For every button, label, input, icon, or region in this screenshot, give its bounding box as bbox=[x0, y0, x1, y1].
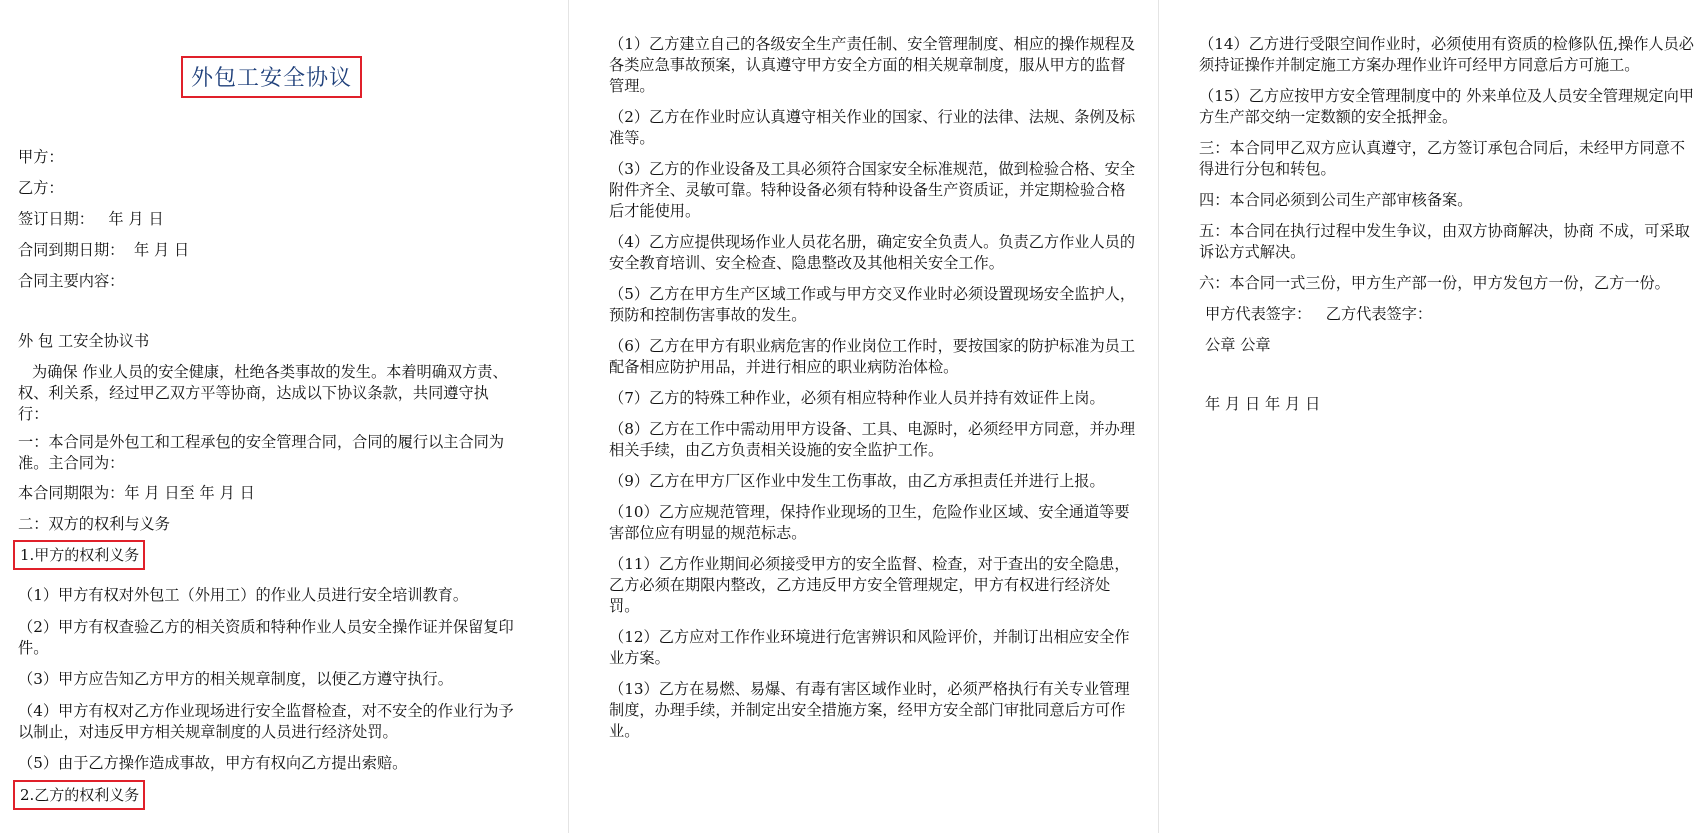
section-b-item-12: （12）乙方应对工作作业环境进行危害辨识和风险评价，并制订出相应安全作业方案。 bbox=[609, 628, 1130, 667]
date-line: 年 月 日 年 月 日 bbox=[1205, 395, 1321, 413]
section-b-item-7: （7）乙方的特殊工种作业，必须有相应特种作业人员并持有效证件上岗。 bbox=[609, 389, 1105, 407]
clause-2: 二：双方的权利与义务 bbox=[18, 515, 170, 533]
section-a-item-5: （5）由于乙方操作造成事故，甲方有权向乙方提出索赔。 bbox=[18, 754, 408, 772]
page-column-1 bbox=[0, 0, 568, 833]
section-b-item-2: （2）乙方在作业时应认真遵守相关作业的国家、行业的法律、法规、条例及标准等。 bbox=[609, 108, 1136, 147]
section-a-item-3: （3）甲方应告知乙方甲方的相关规章制度，以便乙方遵守执行。 bbox=[18, 670, 453, 688]
main-content-field: 合同主要内容： bbox=[18, 272, 125, 290]
section-b-item-6: （6）乙方在甲方有职业病危害的作业岗位工作时，要按国家的防护标准为员工配备相应防护用品，并进行相应的职业病防治体检。 bbox=[609, 337, 1136, 376]
section-b-item-9: （9）乙方在甲方厂区作业中发生工伤事故，由乙方承担责任并进行上报。 bbox=[609, 472, 1105, 490]
party-b-field: 乙方： bbox=[18, 179, 64, 197]
title-wrap bbox=[181, 56, 362, 98]
section-b-item-5: （5）乙方在甲方生产区域工作或与甲方交叉作业时必须设置现场安全监护人，预防和控制伤害事故的发生。 bbox=[609, 285, 1136, 324]
intro-paragraph: 为确保 作业人员的安全健康，杜绝各类事故的发生。本着明确双方责、权、利关系，经过甲乙双方平等协商，达成以下协议条款，共同遵守执行： bbox=[18, 363, 508, 423]
section-b-item-14: （14）乙方进行受限空间作业时，必须使用有资质的检修队伍,操作人员必须持证操作并制定施工方案办理作业许可经甲方同意后方可施工。 bbox=[1199, 35, 1694, 74]
clause-3: 三：本合同甲乙双方应认真遵守，乙方签订承包合同后，未经甲方同意不得进行分包和转包。 bbox=[1199, 139, 1685, 178]
section-b-heading: 2.乙方的权利义务 bbox=[13, 780, 145, 810]
section-b-item-11: （11）乙方作业期间必须接受甲方的安全监督、检查，对于查出的安全隐患，乙方必须在期限内整改，乙方违反甲方安全管理规定，甲方有权进行经济处罚。 bbox=[609, 555, 1130, 615]
expiry-date-field: 合同到期日期： 年 月 日 bbox=[18, 241, 190, 259]
section-b-item-15: （15）乙方应按甲方安全管理制度中的 外来单位及人员安全管理规定向甲方生产部交纳一定数额的安全抵押金。 bbox=[1199, 87, 1694, 126]
document-title: 外包工安全协议 bbox=[181, 56, 362, 98]
section-a-heading-box bbox=[13, 540, 145, 570]
section-b-item-4: （4）乙方应提供现场作业人员花名册，确定安全负责人。负责乙方作业人员的安全教育培训、安全检查、隐患整改及其他相关安全工作。 bbox=[609, 233, 1136, 272]
section-a-item-1: （1）甲方有权对外包工（外用工）的作业人员进行安全培训教育。 bbox=[18, 586, 469, 604]
section-a-item-4: （4）甲方有权对乙方作业现场进行安全监督检查，对不安全的作业行为予以制止，对违反甲方相关规章制度的人员进行经济处罚。 bbox=[18, 702, 514, 741]
document-subtitle: 外 包 工安全协议书 bbox=[18, 332, 150, 350]
section-b-item-10: （10）乙方应规范管理，保持作业现场的卫生，危险作业区域、安全通道等要害部位应有明显的规范标志。 bbox=[609, 503, 1130, 542]
seal-line: 公章 公章 bbox=[1205, 336, 1271, 354]
clause-6: 六：本合同一式三份，甲方生产部一份，甲方发包方一份，乙方一份。 bbox=[1199, 274, 1670, 292]
clause-1: 一：本合同是外包工和工程承包的安全管理合同，合同的履行以主合同为准。主合同为： bbox=[18, 433, 504, 472]
section-a-heading: 1.甲方的权利义务 bbox=[13, 540, 145, 570]
party-a-field: 甲方： bbox=[18, 148, 64, 166]
section-b-item-8: （8）乙方在工作中需动用甲方设备、工具、电源时，必须经甲方同意，并办理相关手续，由乙方负责相关设施的安全监护工作。 bbox=[609, 420, 1136, 459]
clause-4: 四：本合同必须到公司生产部审核备案。 bbox=[1199, 191, 1473, 209]
clause-5: 五：本合同在执行过程中发生争议，由双方协商解决，协商 不成，可采取诉讼方式解决。 bbox=[1199, 222, 1690, 261]
signature-line: 甲方代表签字： 乙方代表签字： bbox=[1205, 305, 1433, 323]
page-column-3 bbox=[1158, 0, 1706, 833]
section-b-heading-box bbox=[13, 780, 145, 810]
page-column-2 bbox=[568, 0, 1158, 833]
section-b-item-1: （1）乙方建立自己的各级安全生产责任制、安全管理制度、相应的操作规程及各类应急事故预案，认真遵守甲方安全方面的相关规章制度，服从甲方的监督管理。 bbox=[609, 35, 1136, 95]
sign-date-field: 签订日期： 年 月 日 bbox=[18, 210, 164, 228]
section-b-item-13: （13）乙方在易燃、易爆、有毒有害区域作业时，必须严格执行有关专业管理制度，办理手续，并制定出安全措施方案，经甲方安全部门审批同意后方可作业。 bbox=[609, 680, 1130, 740]
contract-term: 本合同期限为：年 月 日至 年 月 日 bbox=[18, 484, 255, 502]
section-a-item-2: （2）甲方有权查验乙方的相关资质和特种作业人员安全操作证并保留复印件。 bbox=[18, 618, 514, 657]
section-b-item-3: （3）乙方的作业设备及工具必须符合国家安全标准规范，做到检验合格、安全附件齐全、灵敏可靠。特种设备必须有特种设备生产资质证，并定期检验合格后才能使用。 bbox=[609, 160, 1136, 220]
